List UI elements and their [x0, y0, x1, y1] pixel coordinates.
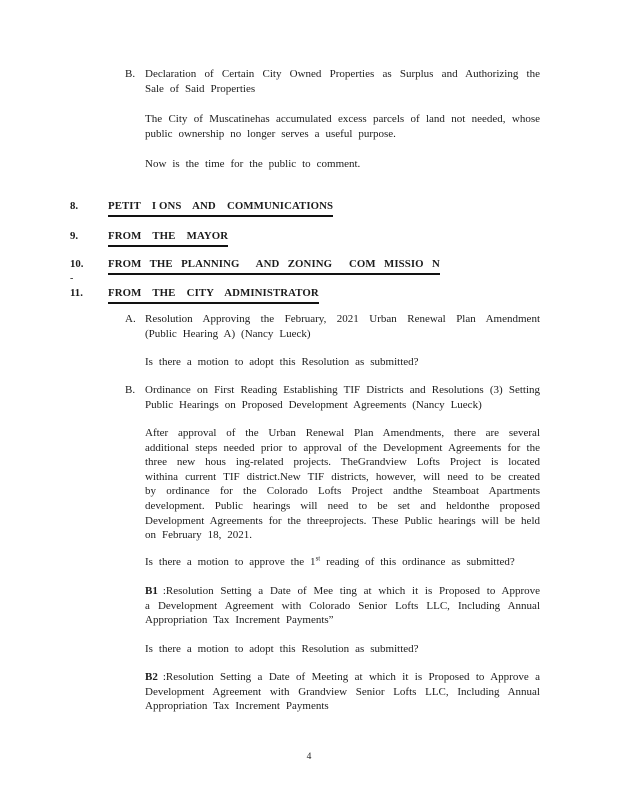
sub-item-label: B2	[145, 671, 158, 683]
section-number: 9.	[70, 230, 79, 242]
agenda-item-urban-renewal-resolution	[125, 312, 540, 341]
agenda-item-surplus	[125, 67, 540, 96]
section-number: 11.	[70, 287, 83, 299]
sub-item-b2-grandview-lofts	[145, 670, 540, 714]
item-text: Resolution Approving the February, 2021 Urban Renewal Plan Amendment (Public Hearing A) (Nancy Lueck)	[145, 313, 540, 340]
public-comment-line: Now is the time for the public to comment.	[145, 158, 361, 170]
sub-item-text: :Resolution Setting a Date of Mee ting at which it is Proposed to Approve a Development Agreement with Colorado Senior Lofts LLC, Including Annual Appropriation Tax Increment Payments”	[145, 585, 540, 627]
item-letter: A.	[125, 313, 136, 325]
item-letter: B.	[125, 384, 136, 396]
motion-adopt-resolution-line: Is there a motion to adopt this Resolution as submitted?	[145, 643, 419, 655]
agenda-item-tif-ordinance	[125, 383, 540, 412]
section-heading-mayor	[70, 229, 228, 247]
page-number: 4	[306, 752, 312, 762]
section-heading-planning-zoning	[70, 257, 440, 275]
item-text: Ordinance on First Reading Establishing TIF Districts and Resolutions (3) Setting Public Hearings on Proposed Development Agreements (Nancy Lueck)	[145, 384, 540, 411]
stray-dash: -	[70, 273, 74, 284]
section-title: FROM THE MAYOR	[108, 229, 228, 247]
section-heading-city-administrator	[70, 286, 319, 304]
section-number: 10.	[70, 258, 84, 270]
section-heading-petitions	[70, 199, 333, 217]
section-title: FROM THE CITY ADMINISTRATOR	[108, 286, 319, 304]
motion-text-post: reading of this ordinance as submitted?	[320, 556, 515, 568]
tif-steps-paragraph: After approval of the Urban Renewal Plan Amendments, there are several additional steps needed prior to approval of the Development Agreements for the three new hous ing-related projects. TheGrandview Lofts Project is located withina current TIF district.New TIF districts, however, will need to be created by ordinance for the Colorado Lofts Project andthe Steamboat Apartments development. Public hearings will need to be set and heldonthe proposed Development Agreements for the threeprojects. These Public hearings will be held on February 18, 2021.	[145, 427, 540, 542]
ordinal-superscript: st	[315, 554, 321, 563]
sub-item-text: :Resolution Setting a Date of Meeting at which it is Proposed to Approve a Development Agreement with Grandview Senior Lofts LLC, Including Annual Appropriation Tax Increment Payments	[145, 671, 540, 713]
muscatine-paragraph: The City of Muscatinehas accumulated excess parcels of land not needed, whose public ownership no longer serves a useful purpose.	[145, 113, 540, 140]
motion-approve-first-reading-line	[145, 555, 515, 570]
section-number: 8.	[70, 200, 79, 212]
item-text: Declaration of Certain City Owned Properties as Surplus and Authorizing the Sale of Said Properties	[145, 68, 540, 95]
motion-adopt-resolution-line: Is there a motion to adopt this Resolution as submitted?	[145, 356, 419, 368]
section-title: PETIT I ONS AND COMMUNICATIONS	[108, 199, 333, 217]
motion-text-pre: Is there a motion to approve the 1	[145, 556, 316, 568]
item-letter: B.	[125, 68, 136, 80]
sub-item-label: B1	[145, 585, 158, 597]
sub-item-b1-colorado-lofts	[145, 584, 540, 628]
section-title: FROM THE PLANNING AND ZONING COM MISSIO N	[108, 257, 440, 275]
